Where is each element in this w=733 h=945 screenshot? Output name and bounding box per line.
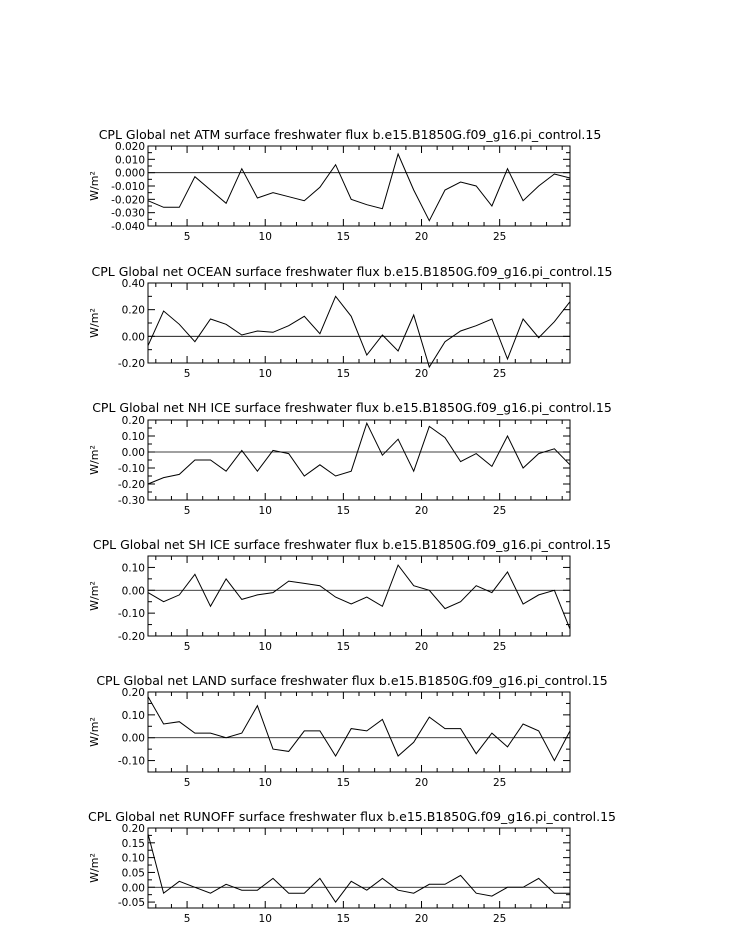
x-tick-label: 25: [492, 913, 507, 925]
y-axis-label: W/m²: [88, 717, 101, 747]
y-tick-label: -0.05: [117, 897, 145, 910]
y-tick-label: -0.10: [117, 608, 145, 621]
y-tick-label: 0.10: [121, 562, 145, 575]
series-line: [148, 697, 570, 761]
y-tick-label: -0.030: [111, 207, 145, 220]
x-tick-label: 20: [414, 368, 429, 380]
y-tick-label: 0.010: [114, 154, 145, 167]
y-tick-label: 0.00: [121, 447, 145, 459]
chart-panel-6: [88, 809, 616, 925]
x-tick-label: 10: [258, 913, 272, 925]
x-tick-label: 10: [258, 368, 272, 380]
y-tick-label: 0.00: [121, 732, 145, 745]
x-tick-label: 5: [183, 505, 191, 517]
chart-panel-4: [88, 537, 611, 653]
y-tick-label: -0.020: [111, 194, 145, 207]
y-tick-label: 0.20: [121, 687, 145, 699]
y-tick-label: 0.00: [121, 585, 145, 598]
chart-title: CPL Global net NH ICE surface freshwater flux b.e15.B1850G.f09_g16.pi_control.15: [92, 400, 612, 415]
x-tick-label: 25: [492, 231, 507, 243]
y-axis-label: W/m²: [88, 445, 101, 475]
x-tick-label: 10: [258, 505, 272, 517]
y-tick-label: -0.30: [117, 495, 145, 507]
x-tick-label: 5: [183, 641, 191, 653]
plot-frame: [148, 692, 570, 772]
x-tick-label: 15: [336, 777, 351, 789]
y-tick-label: 0.10: [121, 709, 145, 722]
y-axis-label: W/m²: [88, 853, 101, 883]
x-tick-label: 25: [492, 777, 507, 789]
series-line: [148, 565, 570, 629]
x-tick-label: 5: [183, 368, 191, 380]
x-tick-label: 5: [183, 913, 191, 925]
x-tick-label: 15: [336, 505, 351, 517]
y-tick-label: -0.010: [111, 181, 145, 193]
x-tick-label: 15: [336, 913, 351, 925]
x-tick-label: 20: [414, 231, 429, 243]
y-tick-label: 0.000: [114, 167, 145, 180]
series-line: [148, 423, 570, 484]
plot-frame: [148, 146, 570, 226]
y-axis-label: W/m²: [88, 581, 101, 611]
y-tick-label: 0.05: [121, 867, 145, 880]
y-tick-label: 0.20: [121, 415, 145, 427]
y-tick-label: -0.20: [117, 479, 145, 491]
plot-frame: [148, 556, 570, 636]
y-axis-label: W/m²: [88, 308, 101, 338]
y-tick-label: 0.20: [121, 823, 145, 835]
x-tick-label: 10: [258, 641, 272, 653]
y-tick-label: 0.10: [121, 431, 145, 443]
x-tick-label: 10: [258, 777, 272, 789]
chart-panel-3: [88, 400, 612, 517]
chart-title: CPL Global net OCEAN surface freshwater flux b.e15.B1850G.f09_g16.pi_control.15: [91, 264, 613, 279]
y-tick-label: -0.20: [117, 631, 145, 643]
chart-panel-5: [88, 673, 608, 789]
y-tick-label: 0.20: [121, 304, 145, 317]
series-line: [148, 154, 570, 221]
x-tick-label: 20: [414, 641, 429, 653]
y-tick-label: 0.10: [121, 852, 145, 865]
y-tick-label: 0.00: [121, 331, 145, 344]
x-tick-label: 20: [414, 913, 429, 925]
x-tick-label: 15: [336, 368, 351, 380]
y-tick-label: -0.10: [117, 463, 145, 475]
x-tick-label: 20: [414, 505, 429, 517]
y-tick-label: -0.10: [117, 755, 145, 768]
series-line: [148, 834, 570, 902]
y-tick-label: 0.15: [121, 837, 145, 850]
chart-title: CPL Global net SH ICE surface freshwater flux b.e15.B1850G.f09_g16.pi_control.15: [92, 537, 612, 552]
chart-title: CPL Global net ATM surface freshwater flux b.e15.B1850G.f09_g16.pi_control.15: [98, 127, 602, 142]
x-tick-label: 20: [414, 777, 429, 789]
y-tick-label: -0.040: [111, 221, 145, 233]
y-tick-label: -0.20: [117, 358, 145, 370]
chart-panel-1: [88, 127, 601, 243]
plot-frame: [148, 283, 570, 363]
y-tick-label: 0.00: [121, 882, 145, 895]
y-tick-label: 0.020: [114, 141, 145, 153]
plot-frame: [148, 828, 570, 908]
series-line: [148, 296, 570, 367]
x-tick-label: 25: [492, 368, 507, 380]
x-tick-label: 15: [336, 231, 351, 243]
x-tick-label: 25: [492, 641, 507, 653]
x-tick-label: 10: [258, 231, 272, 243]
chart-panel-2: [88, 264, 612, 380]
x-tick-label: 25: [492, 505, 507, 517]
y-tick-label: 0.40: [121, 278, 145, 290]
chart-title: CPL Global net LAND surface freshwater flux b.e15.B1850G.f09_g16.pi_control.15: [96, 673, 608, 688]
x-tick-label: 5: [183, 231, 191, 243]
x-tick-label: 5: [183, 777, 191, 789]
chart-title: CPL Global net RUNOFF surface freshwater flux b.e15.B1850G.f09_g16.pi_control.15: [88, 809, 616, 824]
x-tick-label: 15: [336, 641, 351, 653]
y-axis-label: W/m²: [88, 171, 101, 201]
